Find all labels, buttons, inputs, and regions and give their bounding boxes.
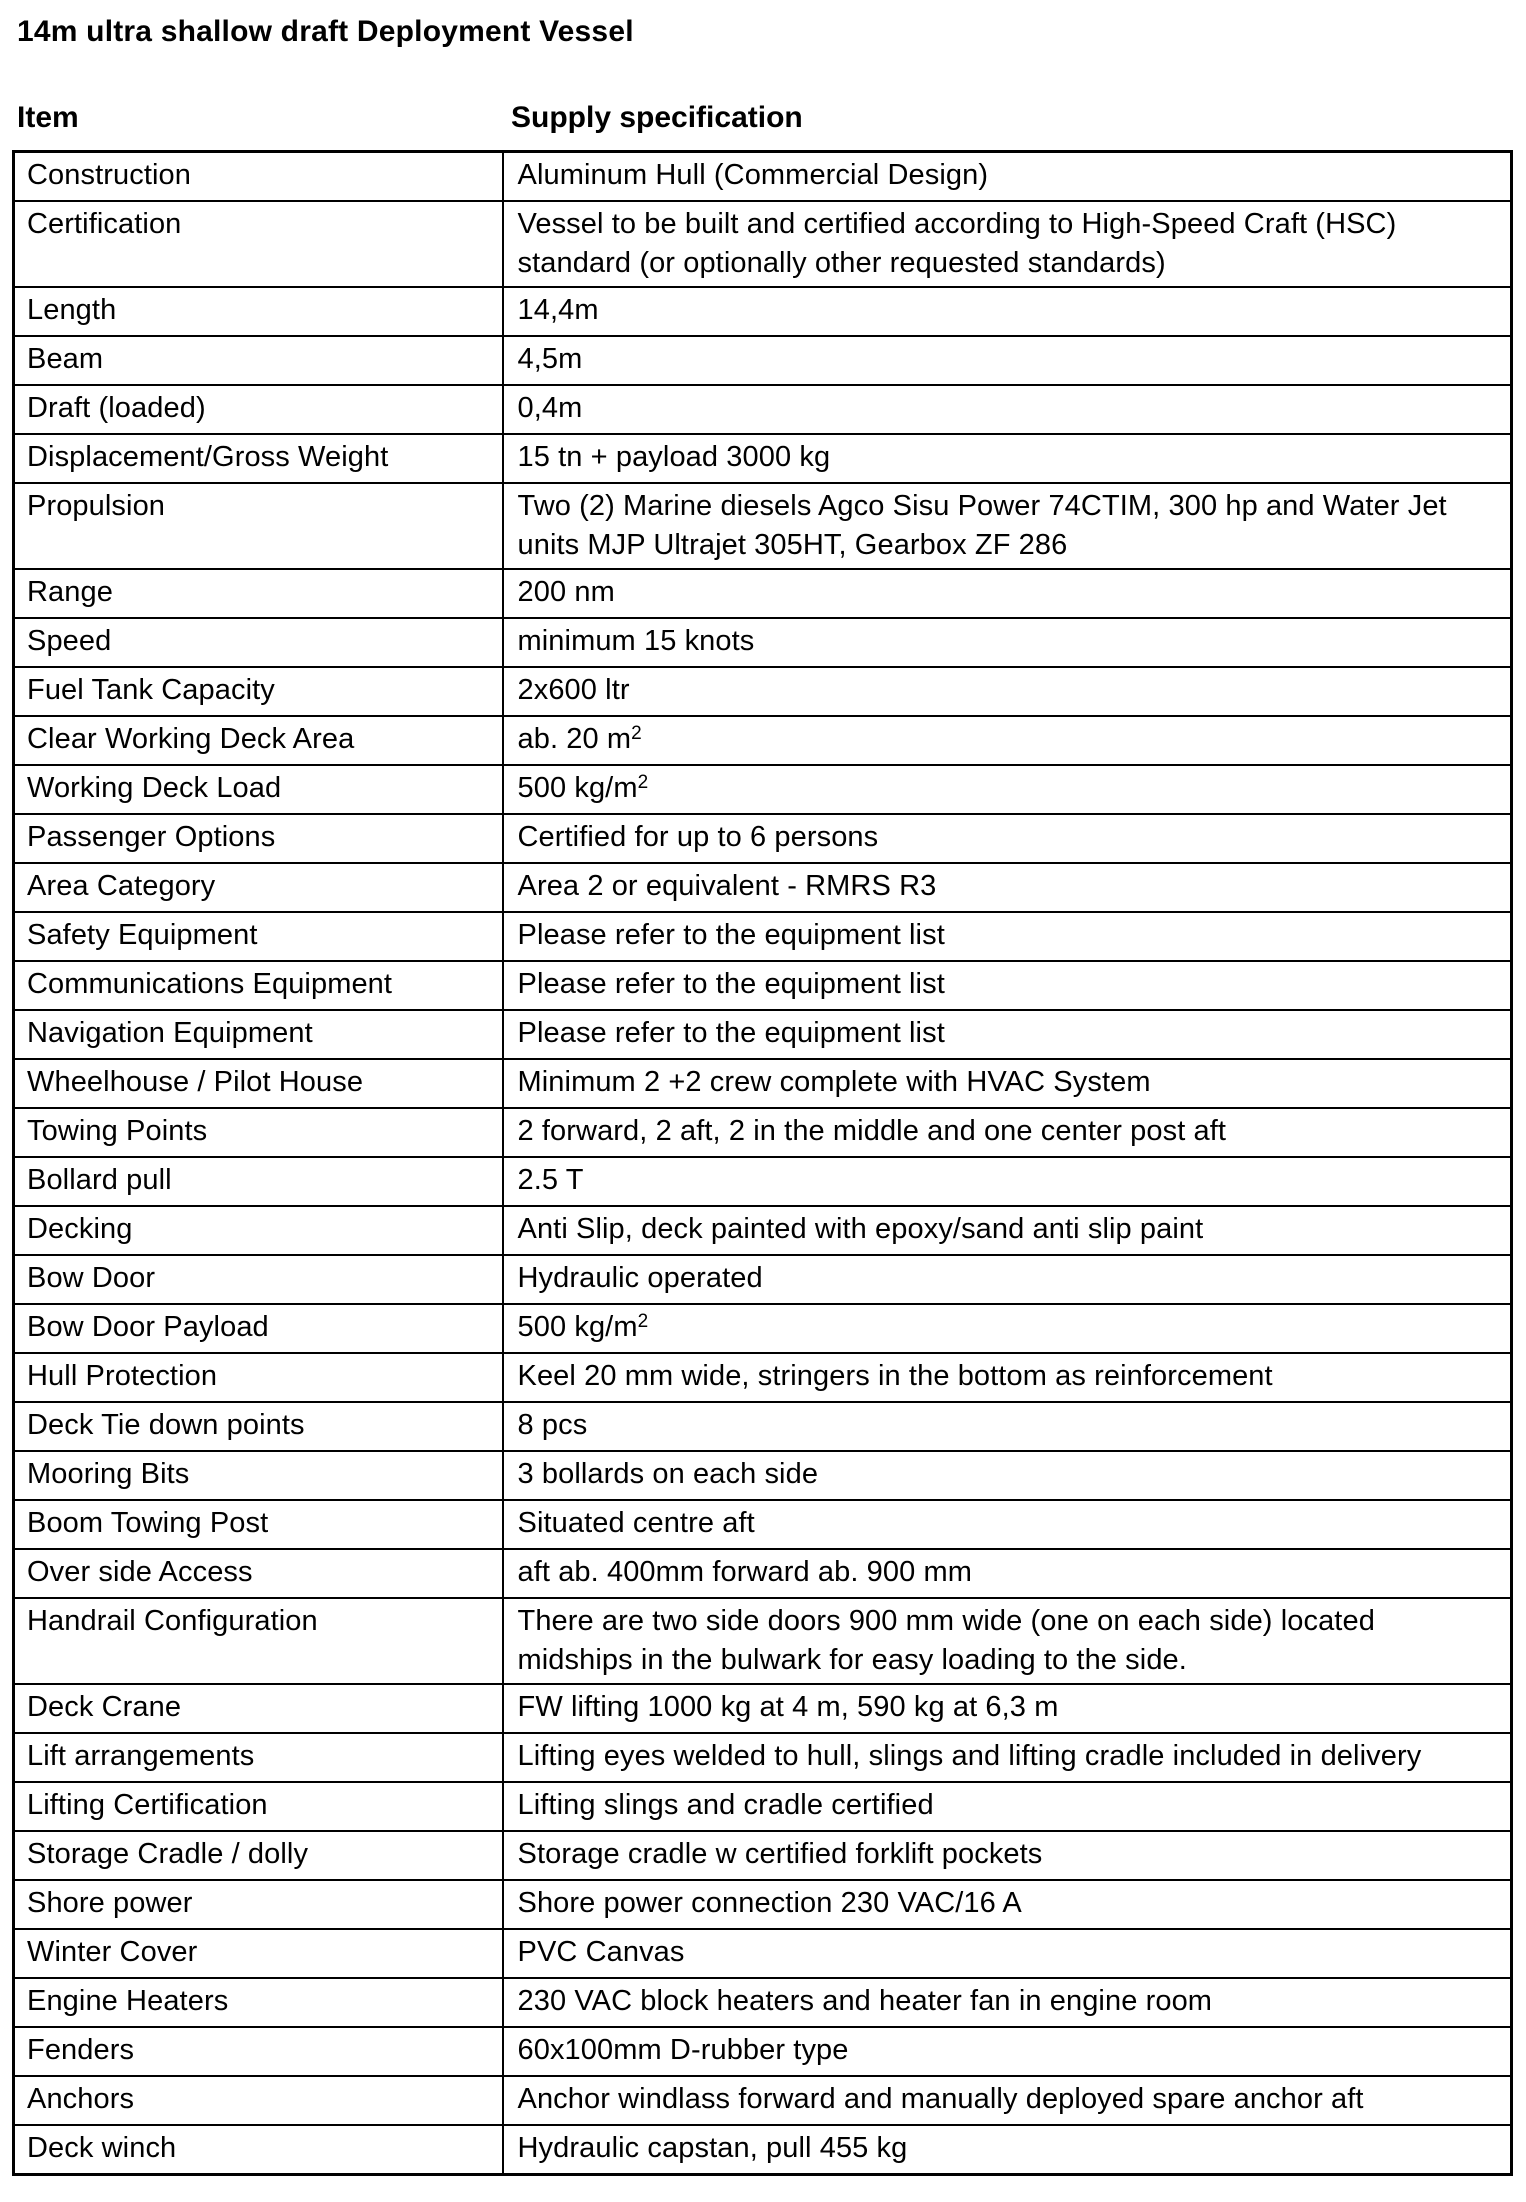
spec-cell <box>503 716 1512 765</box>
spec-text: 500 kg/m <box>517 1311 638 1343</box>
item-cell: Clear Working Deck Area <box>14 716 503 765</box>
spec-text: PVC Canvas <box>517 1936 685 1968</box>
spec-text: Please refer to the equipment list <box>517 1017 945 1049</box>
spec-superscript: 2 <box>637 1311 649 1332</box>
spec-text: Two (2) Marine diesels Agco Sisu Power 74CTIM, 300 hp and Water Jet units MJP Ultrajet 305HT, Gearbox ZF 286 <box>517 490 1447 561</box>
spec-text: Hydraulic operated <box>517 1262 763 1294</box>
spec-text: 4,5m <box>517 343 583 375</box>
spec-cell <box>503 1059 1512 1108</box>
table-row <box>14 152 1512 202</box>
spec-cell <box>503 1402 1512 1451</box>
spec-cell <box>503 569 1512 618</box>
item-cell: Lift arrangements <box>14 1733 503 1782</box>
item-cell: Storage Cradle / dolly <box>14 1831 503 1880</box>
spec-cell <box>503 1206 1512 1255</box>
item-cell: Range <box>14 569 503 618</box>
item-cell: Passenger Options <box>14 814 503 863</box>
item-cell: Communications Equipment <box>14 961 503 1010</box>
spec-text: 15 tn + payload 3000 kg <box>517 441 831 473</box>
spec-text: Storage cradle w certified forklift pockets <box>517 1838 1043 1870</box>
table-row <box>14 2027 1512 2076</box>
spec-superscript: 2 <box>631 723 642 744</box>
spec-cell <box>503 385 1512 434</box>
table-row <box>14 1978 1512 2027</box>
item-cell: Propulsion <box>14 483 503 569</box>
spec-text: 2x600 ltr <box>517 674 630 706</box>
item-cell: Shore power <box>14 1880 503 1929</box>
spec-cell <box>503 961 1512 1010</box>
spec-text: aft ab. 400mm forward ab. 900 mm <box>517 1556 973 1588</box>
spec-cell <box>503 814 1512 863</box>
spec-table <box>12 150 1513 2176</box>
spec-text: Certified for up to 6 persons <box>517 821 879 853</box>
spec-cell <box>503 1353 1512 1402</box>
spec-text: Lifting eyes welded to hull, slings and lifting cradle included in delivery <box>517 1740 1422 1772</box>
table-row <box>14 618 1512 667</box>
spec-superscript: 2 <box>637 772 649 793</box>
spec-text: Please refer to the equipment list <box>517 919 945 951</box>
table-row <box>14 483 1512 569</box>
item-cell: Draft (loaded) <box>14 385 503 434</box>
table-row <box>14 336 1512 385</box>
item-cell: Over side Access <box>14 1549 503 1598</box>
spec-text: 3 bollards on each side <box>517 1458 819 1490</box>
spec-text: 60x100mm D-rubber type <box>517 2034 849 2066</box>
table-row <box>14 1831 1512 1880</box>
spec-cell <box>503 1010 1512 1059</box>
spec-cell <box>503 287 1512 336</box>
spec-cell <box>503 1978 1512 2027</box>
spec-text: Area 2 or equivalent - RMRS R3 <box>517 870 937 902</box>
spec-text: There are two side doors 900 mm wide (one on each side) located midships in the bulwark for easy loading to the side. <box>517 1605 1375 1676</box>
table-row <box>14 1304 1512 1353</box>
spec-text: Hydraulic capstan, pull 455 kg <box>517 2132 908 2164</box>
column-header-item: Item <box>17 101 79 134</box>
table-row <box>14 1880 1512 1929</box>
spec-text: Please refer to the equipment list <box>517 968 945 1000</box>
item-cell: Lifting Certification <box>14 1782 503 1831</box>
spec-cell <box>503 912 1512 961</box>
table-row <box>14 201 1512 287</box>
item-cell: Deck Crane <box>14 1684 503 1733</box>
table-row <box>14 1108 1512 1157</box>
table-row <box>14 814 1512 863</box>
page-title: 14m ultra shallow draft Deployment Vessel <box>17 15 634 48</box>
spec-cell <box>503 1598 1512 1684</box>
spec-cell <box>503 1929 1512 1978</box>
spec-cell <box>503 1549 1512 1598</box>
spec-text: Aluminum Hull (Commercial Design) <box>517 159 989 191</box>
item-cell: Area Category <box>14 863 503 912</box>
table-row <box>14 1500 1512 1549</box>
table-row <box>14 1598 1512 1684</box>
item-cell: Engine Heaters <box>14 1978 503 2027</box>
item-cell: Handrail Configuration <box>14 1598 503 1684</box>
spec-cell <box>503 1733 1512 1782</box>
spec-cell <box>503 2027 1512 2076</box>
table-row <box>14 2076 1512 2125</box>
item-cell: Fenders <box>14 2027 503 2076</box>
item-cell: Speed <box>14 618 503 667</box>
table-row <box>14 1010 1512 1059</box>
item-cell: Anchors <box>14 2076 503 2125</box>
table-row <box>14 1782 1512 1831</box>
table-row <box>14 1255 1512 1304</box>
table-row <box>14 667 1512 716</box>
spec-cell <box>503 201 1512 287</box>
item-cell: Wheelhouse / Pilot House <box>14 1059 503 1108</box>
table-row <box>14 912 1512 961</box>
spec-cell <box>503 2076 1512 2125</box>
table-row <box>14 1353 1512 1402</box>
spec-text: 14,4m <box>517 294 599 326</box>
table-row <box>14 1451 1512 1500</box>
item-cell: Bow Door Payload <box>14 1304 503 1353</box>
table-row <box>14 1929 1512 1978</box>
item-cell: Boom Towing Post <box>14 1500 503 1549</box>
spec-text: 0,4m <box>517 392 583 424</box>
spec-text: Situated centre aft <box>517 1507 755 1539</box>
item-cell: Towing Points <box>14 1108 503 1157</box>
table-row <box>14 765 1512 814</box>
spec-text: Anti Slip, deck painted with epoxy/sand anti slip paint <box>517 1213 1204 1245</box>
table-row <box>14 961 1512 1010</box>
spec-cell <box>503 336 1512 385</box>
spec-text: Vessel to be built and certified according to High-Speed Craft (HSC) standard (or optionally other requested standards) <box>517 208 1397 279</box>
spec-text: Shore power connection 230 VAC/16 A <box>517 1887 1022 1919</box>
spec-cell <box>503 765 1512 814</box>
spec-cell <box>503 1684 1512 1733</box>
item-cell: Winter Cover <box>14 1929 503 1978</box>
column-headers <box>17 100 1513 136</box>
table-row <box>14 1402 1512 1451</box>
item-cell: Navigation Equipment <box>14 1010 503 1059</box>
table-row <box>14 1733 1512 1782</box>
column-header-supply-specification: Supply specification <box>511 101 803 134</box>
spec-cell <box>503 863 1512 912</box>
spec-text: FW lifting 1000 kg at 4 m, 590 kg at 6,3 m <box>517 1691 1059 1723</box>
table-row <box>14 2125 1512 2175</box>
item-cell: Decking <box>14 1206 503 1255</box>
item-cell: Certification <box>14 201 503 287</box>
spec-text: ab. 20 m <box>517 723 632 755</box>
spec-text: minimum 15 knots <box>517 625 755 657</box>
item-cell: Length <box>14 287 503 336</box>
spec-text: Minimum 2 +2 crew complete with HVAC System <box>517 1066 1151 1098</box>
item-cell: Deck Tie down points <box>14 1402 503 1451</box>
spec-cell <box>503 434 1512 483</box>
spec-cell <box>503 618 1512 667</box>
spec-text: Keel 20 mm wide, stringers in the bottom as reinforcement <box>517 1360 1273 1392</box>
item-cell: Safety Equipment <box>14 912 503 961</box>
item-cell: Deck winch <box>14 2125 503 2175</box>
spec-cell <box>503 152 1512 202</box>
item-cell: Beam <box>14 336 503 385</box>
spec-cell <box>503 1304 1512 1353</box>
item-cell: Mooring Bits <box>14 1451 503 1500</box>
table-row <box>14 1684 1512 1733</box>
spec-text: 8 pcs <box>517 1409 588 1441</box>
table-row <box>14 716 1512 765</box>
table-row <box>14 1549 1512 1598</box>
table-row <box>14 1206 1512 1255</box>
spec-cell <box>503 1108 1512 1157</box>
item-cell: Hull Protection <box>14 1353 503 1402</box>
spec-cell <box>503 1255 1512 1304</box>
spec-cell <box>503 2125 1512 2175</box>
table-row <box>14 287 1512 336</box>
spec-cell <box>503 1451 1512 1500</box>
table-row <box>14 1157 1512 1206</box>
spec-cell <box>503 1880 1512 1929</box>
spec-text: Anchor windlass forward and manually deployed spare anchor aft <box>517 2083 1364 2115</box>
spec-text: 2.5 T <box>517 1164 584 1196</box>
spec-cell <box>503 483 1512 569</box>
item-cell: Displacement/Gross Weight <box>14 434 503 483</box>
spec-cell <box>503 1782 1512 1831</box>
spec-text: 200 nm <box>517 576 615 608</box>
spec-cell <box>503 1500 1512 1549</box>
spec-text: 230 VAC block heaters and heater fan in engine room <box>517 1985 1213 2017</box>
table-row <box>14 1059 1512 1108</box>
item-cell: Construction <box>14 152 503 202</box>
spec-cell <box>503 667 1512 716</box>
table-row <box>14 434 1512 483</box>
item-cell: Fuel Tank Capacity <box>14 667 503 716</box>
spec-text: 2 forward, 2 aft, 2 in the middle and one center post aft <box>517 1115 1227 1147</box>
item-cell: Working Deck Load <box>14 765 503 814</box>
spec-text: 500 kg/m <box>517 772 638 804</box>
table-row <box>14 863 1512 912</box>
spec-cell <box>503 1157 1512 1206</box>
spec-cell <box>503 1831 1512 1880</box>
item-cell: Bollard pull <box>14 1157 503 1206</box>
table-row <box>14 569 1512 618</box>
table-row <box>14 385 1512 434</box>
spec-text: Lifting slings and cradle certified <box>517 1789 934 1821</box>
item-cell: Bow Door <box>14 1255 503 1304</box>
